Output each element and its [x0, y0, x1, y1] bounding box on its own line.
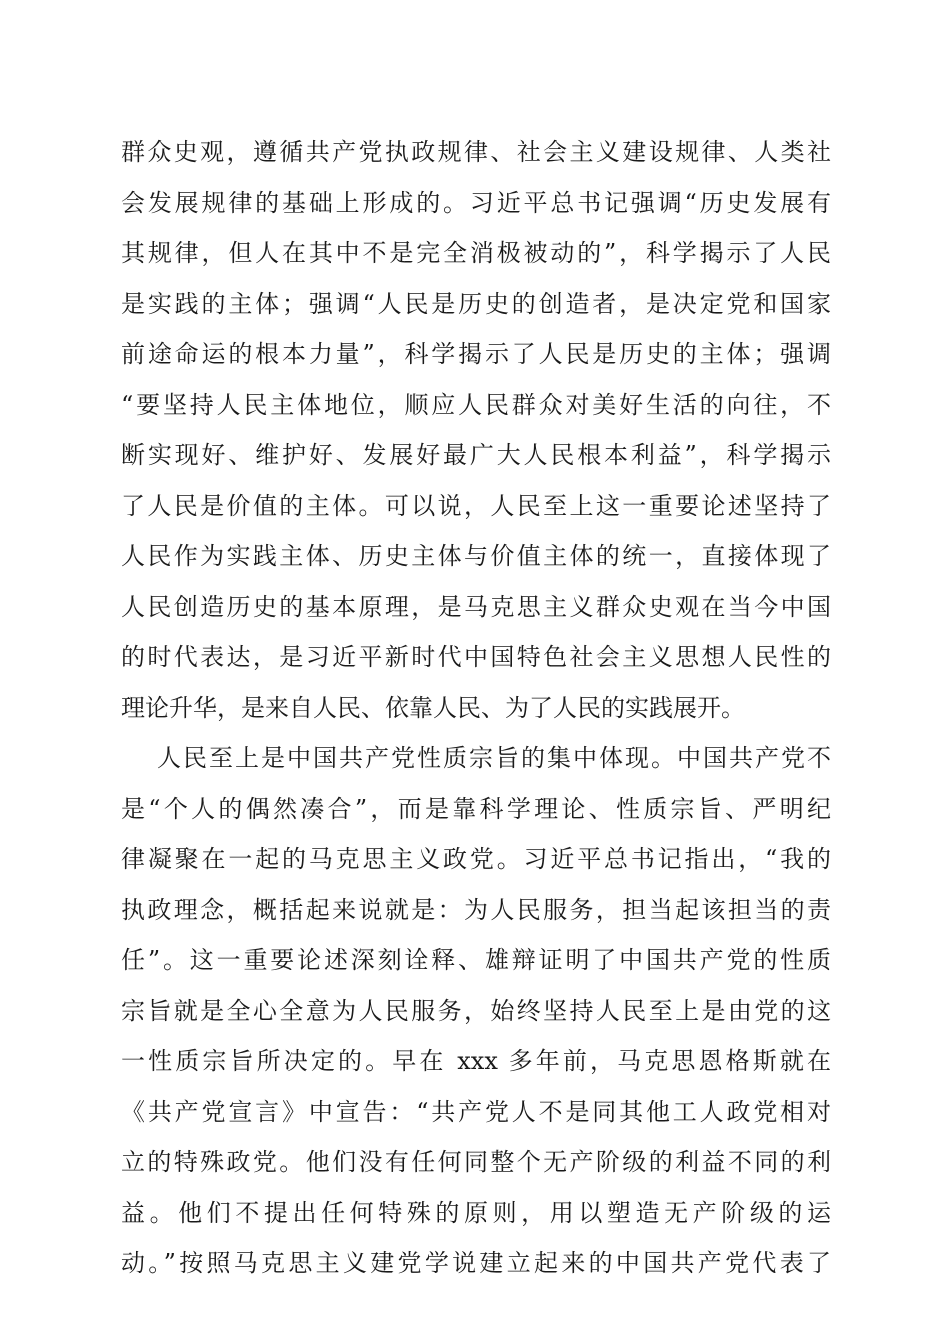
text-line: 是实践的主体；强调“人民是历史的创造者，是决定党和国家	[121, 289, 831, 318]
body-text	[121, 127, 831, 1289]
text-line: “要坚持人民主体地位，顺应人民群众对美好生活的向往，不	[121, 390, 831, 419]
text-line: 的时代表达，是习近平新时代中国特色社会主义思想人民性的	[121, 643, 831, 671]
text-line: 任”。这一重要论述深刻诠释、雄辩证明了中国共产党的性质	[121, 946, 831, 974]
text-line: 是“个人的偶然凑合”，而是靠科学理论、性质宗旨、严明纪	[121, 794, 831, 823]
paragraph-1	[121, 127, 831, 733]
text-line: 动。”按照马克思主义建党学说建立起来的中国共产党代表了	[121, 1249, 831, 1277]
paragraph-2	[121, 733, 831, 1289]
text-line: 断实现好、维护好、发展好最广大人民根本利益”，科学揭示	[121, 441, 831, 469]
text-line: 益。他们不提出任何特殊的原则，用以塑造无产阶级的运	[121, 1198, 831, 1227]
text-line: 立的特殊政党。他们没有任何同整个无产阶级的利益不同的利	[121, 1148, 831, 1176]
text-line: 了人民是价值的主体。可以说，人民至上这一重要论述坚持了	[121, 491, 831, 520]
text-line: 前途命运的根本力量”，科学揭示了人民是历史的主体；强调	[121, 340, 831, 368]
text-line: 群众史观，遵循共产党执政规律、社会主义建设规律、人类社	[121, 138, 831, 166]
text-line: 人民至上是中国共产党性质宗旨的集中体现。中国共产党不	[157, 744, 831, 772]
text-line: 人民创造历史的基本原理，是马克思主义群众史观在当今中国	[121, 592, 831, 621]
text-line: 宗旨就是全心全意为人民服务，始终坚持人民至上是由党的这	[121, 996, 831, 1025]
text-line: 执政理念，概括起来说就是：为人民服务，担当起该担当的责	[121, 895, 831, 924]
text-line: 《共产党宣言》中宣告：“共产党人不是同其他工人政党相对	[121, 1097, 831, 1126]
text-line: 律凝聚在一起的马克思主义政党。习近平总书记指出，“我的	[121, 845, 831, 873]
text-line: 其规律，但人在其中不是完全消极被动的”，科学揭示了人民	[121, 239, 831, 267]
text-line: 人民作为实践主体、历史主体与价值主体的统一，直接体现了	[121, 542, 831, 570]
text-line: 会发展规律的基础上形成的。习近平总书记强调“历史发展有	[121, 188, 831, 217]
text-line: 理论升华，是来自人民、依靠人民、为了人民的实践展开。	[121, 693, 745, 722]
text-line: 一性质宗旨所决定的。早在 xxx 多年前，马克思恩格斯就在	[121, 1047, 831, 1075]
